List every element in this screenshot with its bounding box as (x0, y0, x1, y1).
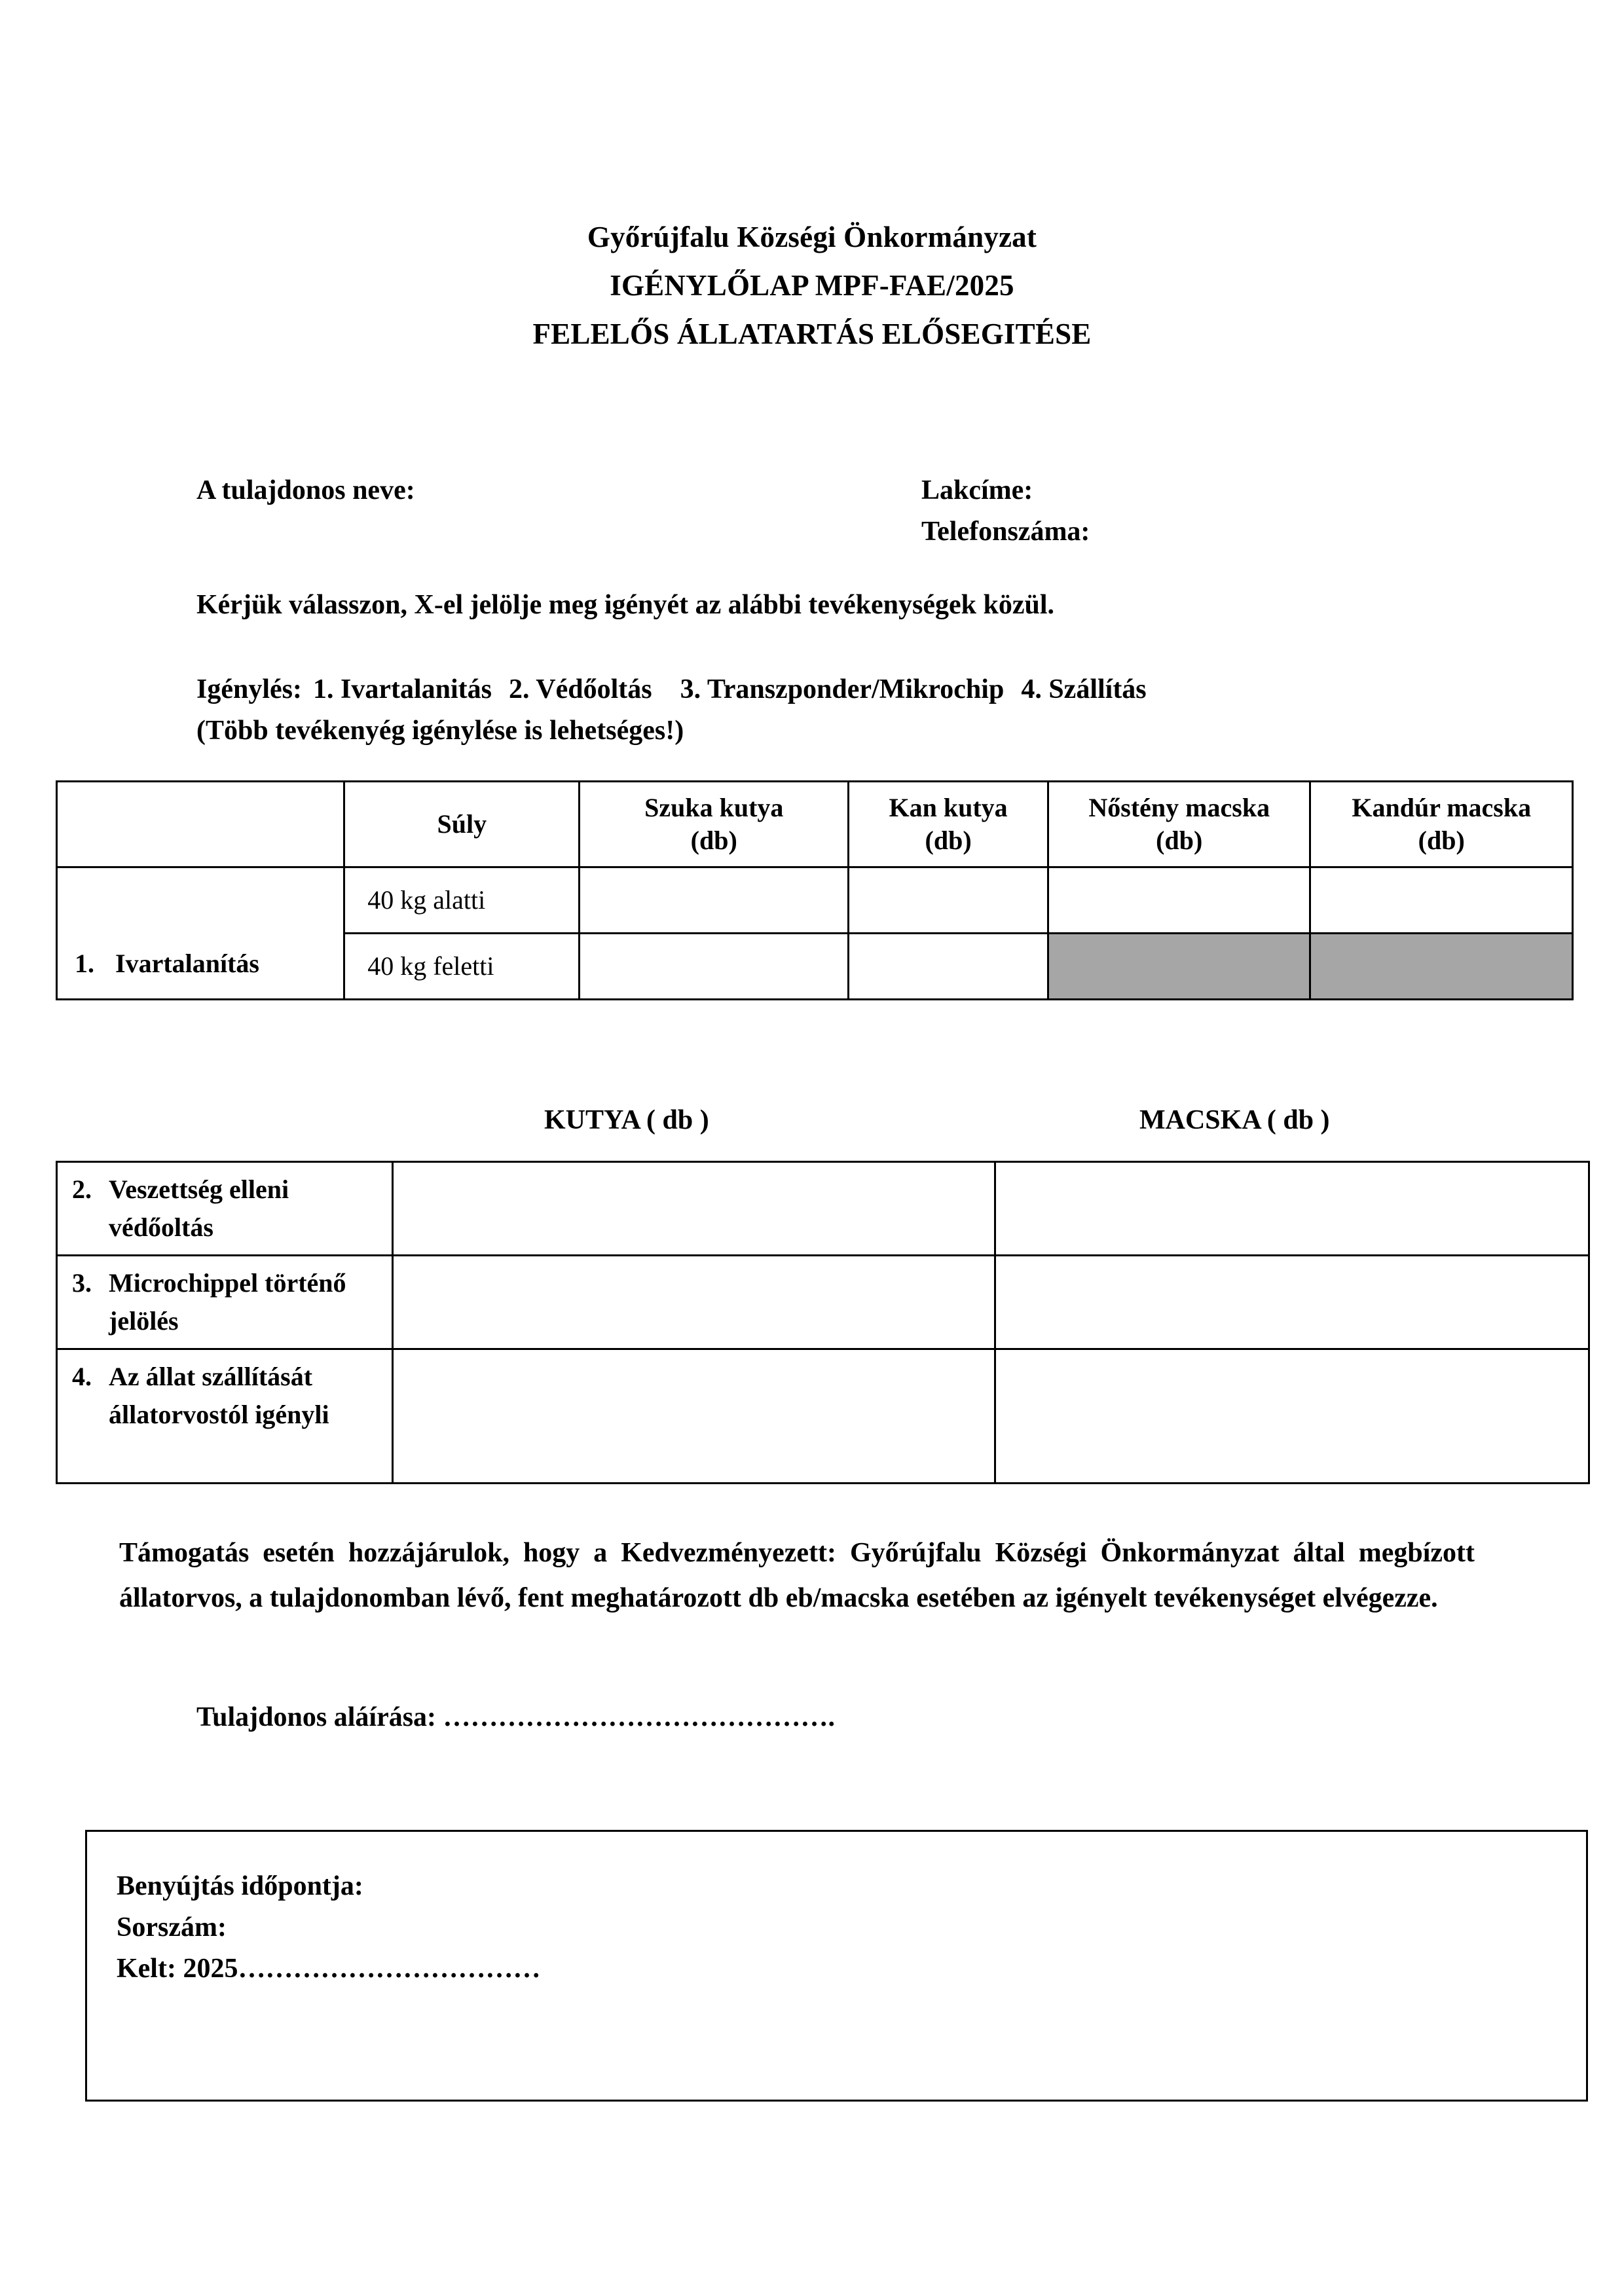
entry-cell-microchip-dog[interactable] (393, 1256, 995, 1349)
service-number-2: 2. (72, 1175, 92, 1204)
request-option-3[interactable]: 3. Transzponder/Mikrochip (680, 674, 1005, 704)
submission-datetime-label[interactable]: Benyújtás időpontja: (117, 1871, 363, 1901)
entry-cell-male-dog-under40[interactable] (849, 867, 1048, 934)
header-line-form-id: IGÉNYLŐLAP MPF-FAE/2025 (610, 269, 1014, 302)
weight-cell-under-40: 40 kg alatti (344, 867, 580, 934)
service-text-3: Microchippel történő jelölés (109, 1268, 346, 1336)
category-cell-ivartalanitas (57, 867, 344, 1000)
header-cell-female-dog (580, 782, 849, 867)
request-option-2[interactable]: 2. Védőoltás (509, 674, 652, 704)
header-cell-weight: Súly (344, 782, 580, 867)
header-female-dog-line1: Szuka kutya (644, 793, 784, 822)
header-female-cat-line1: Nőstény macska (1088, 793, 1270, 822)
header-male-cat-line2: (db) (1418, 826, 1465, 855)
owner-information-block (196, 470, 1506, 553)
document-header (0, 213, 1624, 358)
request-multiple-note: (Több tevékenyég igénylése is lehetséges!) (196, 716, 684, 746)
species-column-labels (56, 1097, 1588, 1143)
request-prefix-label: Igénylés: (196, 674, 302, 704)
header-cell-category (57, 782, 344, 867)
owner-address-label: Lakcíme: (921, 475, 1033, 505)
entry-cell-vaccination-cat[interactable] (995, 1162, 1589, 1256)
entry-cell-transport-dog[interactable] (393, 1349, 995, 1484)
owner-phone-row (196, 511, 1506, 553)
request-options-line (196, 669, 1147, 710)
header-female-cat-line2: (db) (1156, 826, 1203, 855)
weight-cell-over-40: 40 kg feletti (344, 934, 580, 1000)
owner-phone-label: Telefonszáma: (921, 517, 1090, 547)
header-cell-male-cat (1310, 782, 1573, 867)
category-label: Ivartalanítás (115, 949, 259, 978)
table-header-row (57, 782, 1573, 867)
request-option-4[interactable]: 4. Szállítás (1021, 674, 1147, 704)
entry-cell-microchip-cat[interactable] (995, 1256, 1589, 1349)
service-label-vaccination (57, 1162, 393, 1256)
entry-cell-male-cat-over40-disabled (1310, 934, 1573, 1000)
owner-signature-line[interactable]: Tulajdonos aláírása: ……………………………………. (196, 1702, 836, 1732)
header-male-cat-line1: Kandúr macska (1352, 793, 1532, 822)
entry-cell-transport-cat[interactable] (995, 1349, 1589, 1484)
entry-cell-female-cat-over40-disabled (1048, 934, 1310, 1000)
selection-instruction: Kérjük válasszon, X-el jelölje meg igényét az alábbi tevékenységek közül. (196, 590, 1054, 620)
service-label-microchip (57, 1256, 393, 1349)
header-male-dog-line2: (db) (925, 826, 972, 855)
species-label-dog: KUTYA ( db ) (544, 1105, 709, 1135)
table-row (57, 1349, 1589, 1484)
category-number: 1. (75, 949, 94, 978)
header-female-dog-line2: (db) (690, 826, 737, 855)
table-row (57, 1162, 1589, 1256)
species-label-cat: MACSKA ( db ) (1139, 1105, 1330, 1135)
service-number-4: 4. (72, 1362, 92, 1391)
service-label-transport (57, 1349, 393, 1484)
header-cell-male-dog (849, 782, 1048, 867)
service-text-2: Veszettség elleni védőoltás (109, 1175, 289, 1242)
ivartalanitas-table (56, 780, 1574, 1000)
header-male-dog-line1: Kan kutya (889, 793, 1008, 822)
header-line-organization: Győrújfalu Községi Önkormányzat (587, 221, 1037, 253)
consent-paragraph: Támogatás esetén hozzájárulok, hogy a Kedvezményezett: Győrújfalu Községi Önkormányzat által megbízott állatorvos, a tulajdonomban lévő, fent meghatározott db eb/macska esetében az igényelt tevékenységet elvégezze. (119, 1538, 1475, 1613)
submission-date-label[interactable]: Kelt: 2025…………………………… (117, 1954, 541, 1984)
submission-box (85, 1830, 1588, 2102)
owner-name-row (196, 470, 1506, 511)
submission-box-content (87, 1832, 1586, 1990)
table-row (57, 867, 1573, 934)
service-number-3: 3. (72, 1268, 92, 1298)
entry-cell-female-cat-under40[interactable] (1048, 867, 1310, 934)
header-line-subtitle: FELELŐS ÁLLATARTÁS ELŐSEGITÉSE (532, 318, 1092, 350)
service-text-4: Az állat szállítását állatorvostól igényli (109, 1362, 329, 1429)
entry-cell-male-dog-over40[interactable] (849, 934, 1048, 1000)
entry-cell-female-dog-under40[interactable] (580, 867, 849, 934)
entry-cell-female-dog-over40[interactable] (580, 934, 849, 1000)
services-table (56, 1161, 1590, 1484)
header-cell-female-cat (1048, 782, 1310, 867)
request-option-1[interactable]: 1. Ivartalanitás (313, 674, 492, 704)
owner-name-label: A tulajdonos neve: (196, 475, 415, 505)
entry-cell-vaccination-dog[interactable] (393, 1162, 995, 1256)
submission-serial-label[interactable]: Sorszám: (117, 1912, 227, 1942)
entry-cell-male-cat-under40[interactable] (1310, 867, 1573, 934)
table-row (57, 1256, 1589, 1349)
